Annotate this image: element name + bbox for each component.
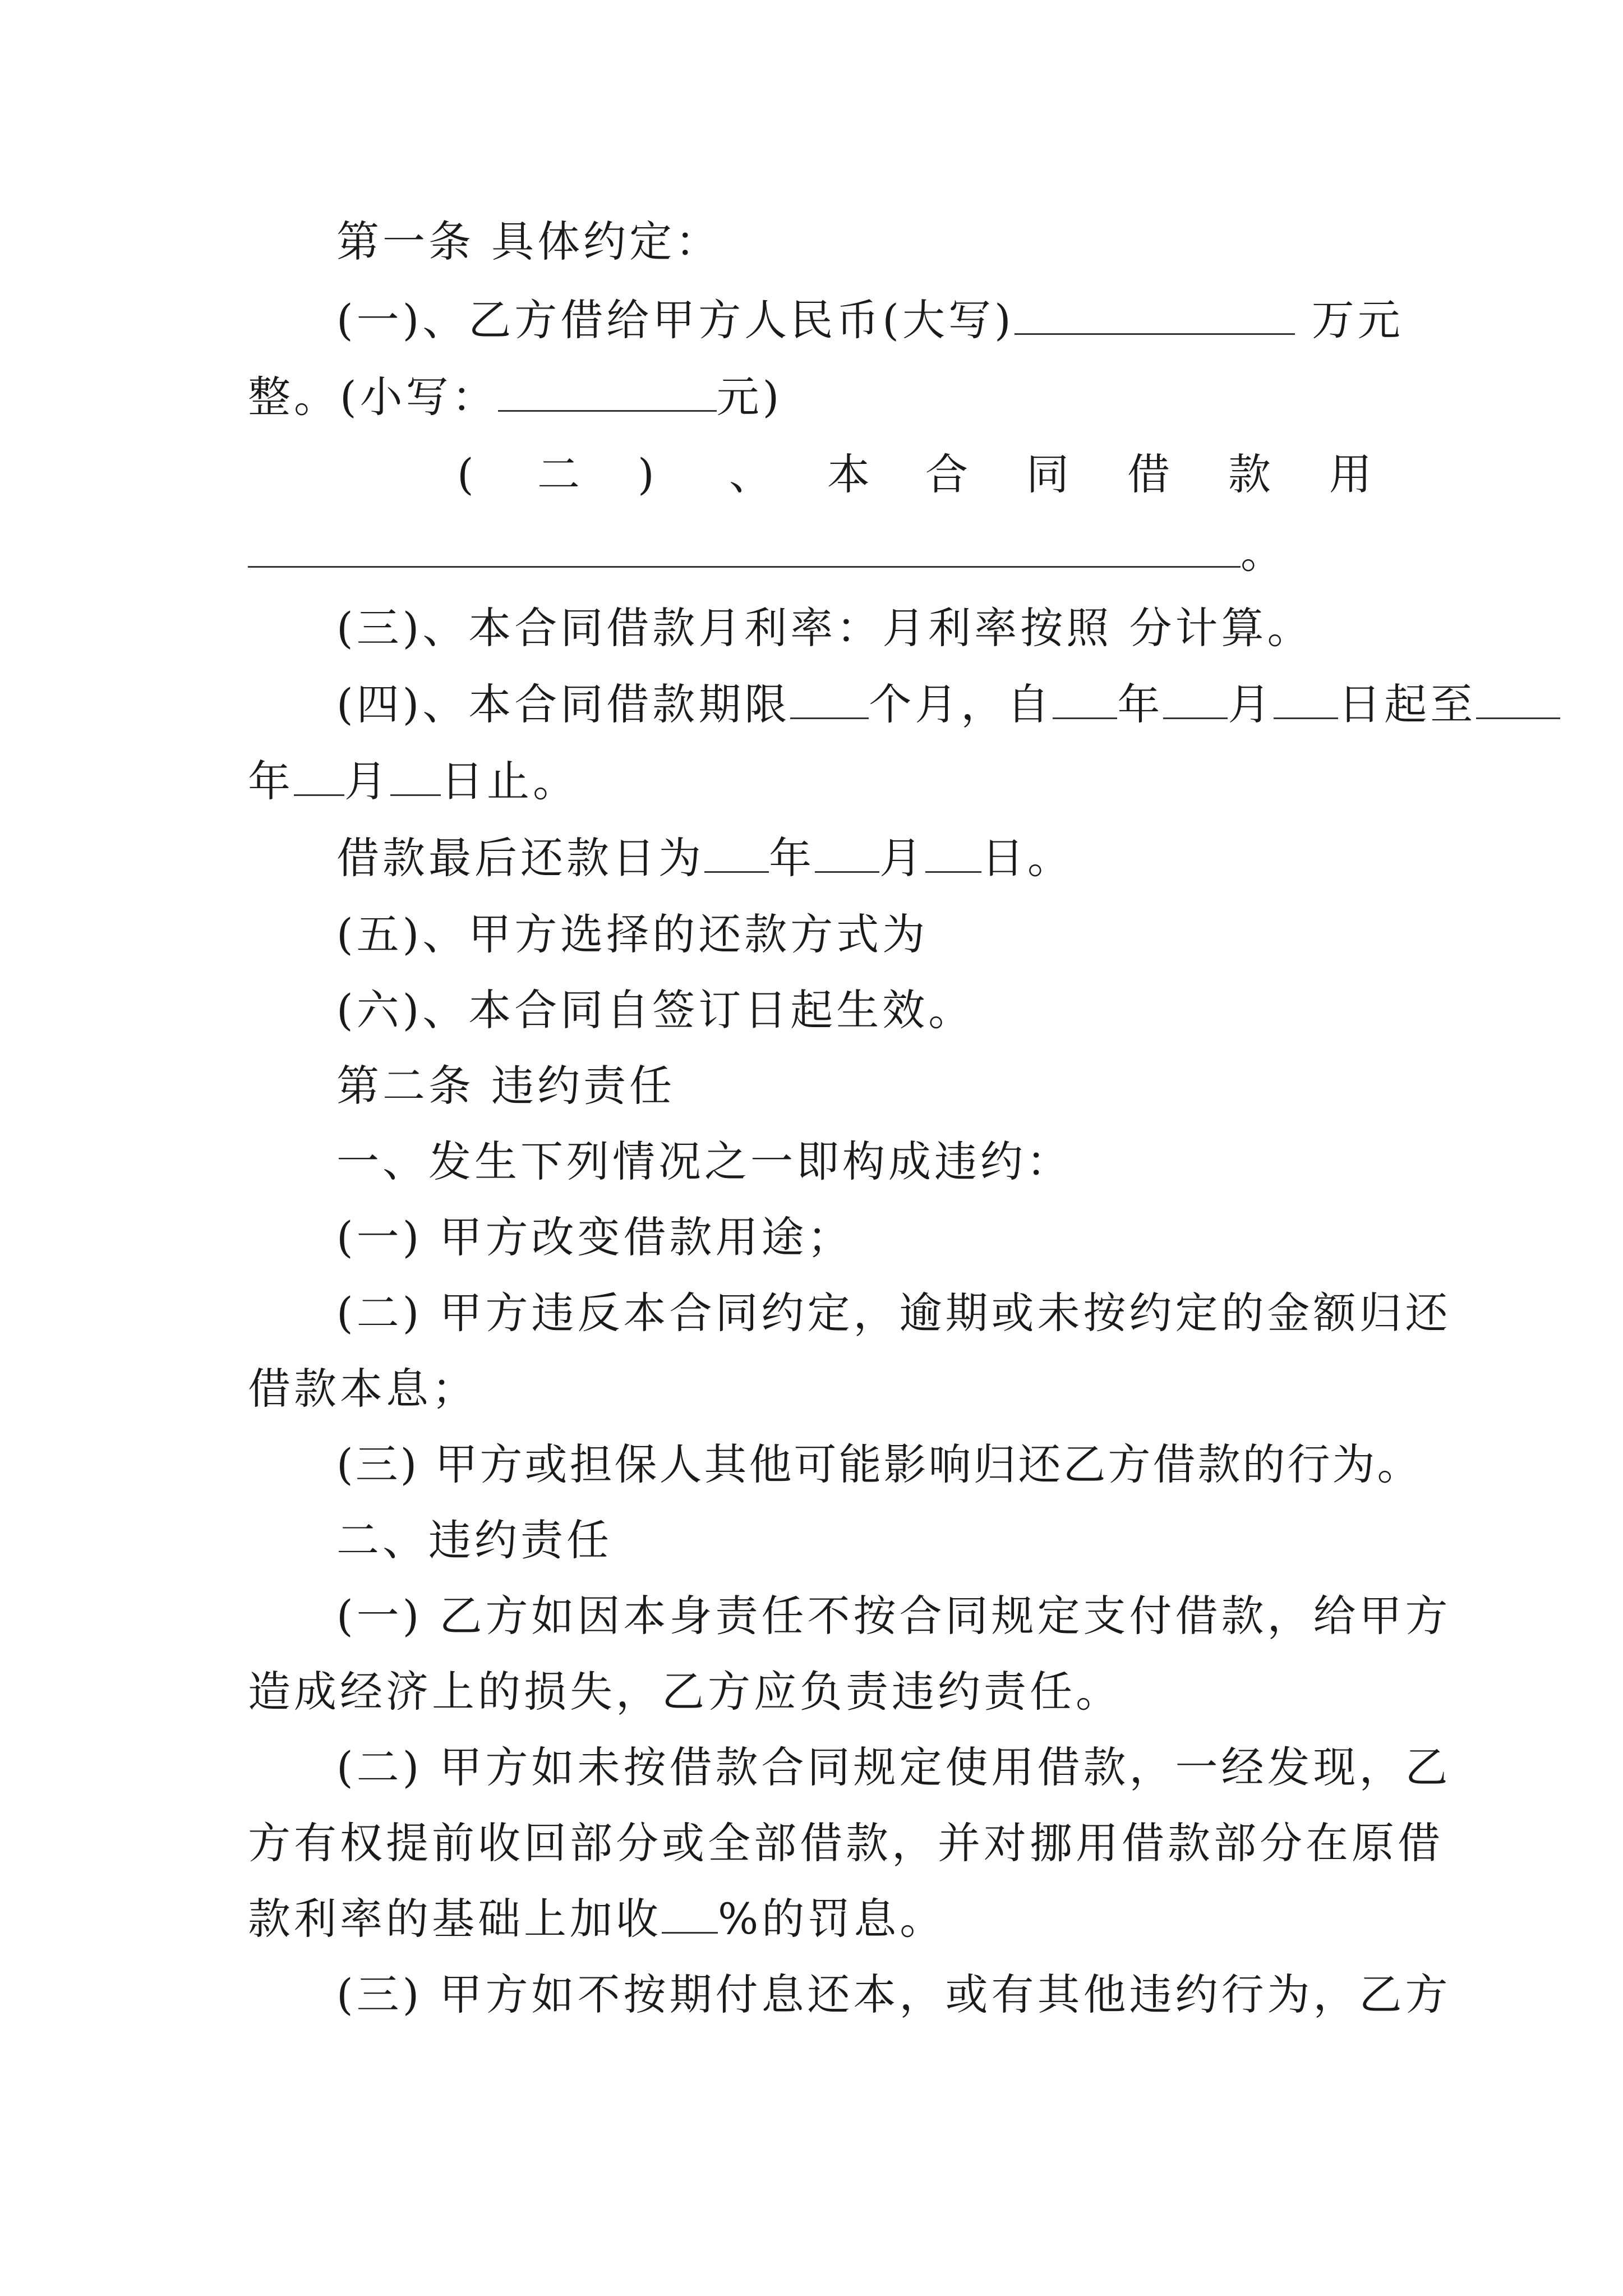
text: 一、发生下列情况之一即构成违约： [336,1137,1072,1186]
blank-field[interactable] [390,761,441,796]
text: 合 [925,449,968,499]
blank-field[interactable] [1015,300,1295,335]
text: 借款本息； [248,1364,478,1414]
clause-2-2-2 [336,1742,1451,1792]
text: 个月，自 [869,679,1053,729]
clause-1-3 [336,603,1313,653]
text: %的罚息。 [718,1894,946,1944]
clause-2-2-2-cont [248,1818,1444,1868]
clause-1-2 [0,449,1623,504]
text: 元) [716,372,783,422]
text: 造成经济上的损失，乙方应负责违约责任。 [248,1667,1122,1717]
clause-1-4-cont [248,756,579,806]
text: (六)、本合同自签订日起生效。 [336,985,975,1035]
clause-1-1 [336,295,1404,345]
text: (一)、乙方借给甲方人民币(大写) [336,295,1015,345]
text: 月 [1228,679,1274,729]
clause-2-1-3 [336,1439,1422,1489]
text: 二 [537,449,580,499]
text: (一) 乙方如因本身责任不按合同规定支付借款，给甲方 [336,1591,1451,1641]
text: 月 [344,756,390,806]
text: 、 [729,449,772,499]
text: 。 [1241,528,1287,578]
blank-field[interactable] [662,1898,718,1934]
text: 同 [1026,449,1069,499]
blank-field[interactable] [248,532,1241,568]
text: (一) 甲方改变借款用途； [336,1212,854,1262]
clause-2-2-2-cont2 [248,1894,946,1944]
text: (三) 甲方如不按期付息还本，或有其他违约行为，乙方 [336,1970,1451,2019]
clause-2-1-2-cont [248,1364,478,1414]
clause-2-1-1 [336,1212,854,1262]
clause-1-5 [336,909,929,959]
section-2-2-heading [336,1515,612,1565]
text: ) [638,449,654,499]
text: 款 [1228,449,1271,499]
section-2-1-heading [336,1137,1072,1186]
text: (二) 甲方违反本合同约定，逾期或未按约定的金额归还 [336,1288,1451,1338]
final-repayment-date [336,833,1073,883]
text: 月 [879,833,925,883]
text: 年 [248,756,294,806]
text: 年 [769,833,815,883]
text: ( [457,449,474,499]
text: 第二条 违约责任 [336,1061,676,1111]
blank-field[interactable] [1053,684,1117,719]
clause-2-2-1 [336,1591,1451,1641]
text: (五)、甲方选择的还款方式为 [336,909,929,959]
blank-field[interactable] [294,761,344,796]
text: 借 [1127,449,1170,499]
blank-field[interactable] [925,838,981,873]
text: 款利率的基础上加收 [248,1894,662,1944]
text: 年 [1117,679,1164,729]
text: (四)、本合同借款期限 [336,679,791,729]
text: (三) 甲方或担保人其他可能影响归还乙方借款的行为。 [336,1439,1422,1489]
blank-field[interactable] [704,838,769,873]
text: 日止。 [441,756,579,806]
clause-1-4 [336,679,1560,729]
text: 日起至 [1338,679,1477,729]
text: 万元 [1294,295,1404,345]
text: (二) 甲方如未按借款合同规定使用借款，一经发现，乙 [336,1742,1451,1792]
text: 本 [827,449,870,499]
clause-2-2-3 [336,1970,1451,2019]
clause-2-1-2 [336,1288,1451,1338]
text: 日。 [981,833,1073,883]
blank-field[interactable] [815,838,879,873]
text: (三)、本合同借款月利率：月利率按照 分计算。 [336,603,1313,653]
text: 第一条 具体约定： [336,217,722,266]
clause-1-1-cont [248,372,783,422]
blank-field[interactable] [1476,684,1560,719]
article-1-heading [336,217,722,266]
text: 方有权提前收回部分或全部借款，并对挪用借款部分在原借 [248,1818,1444,1868]
blank-field[interactable] [498,376,717,412]
article-2-heading [336,1061,676,1111]
text: 借款最后还款日为 [336,833,704,883]
blank-field[interactable] [1274,684,1338,719]
text: 用 [1329,449,1372,499]
clause-1-6 [336,985,975,1035]
clause-2-2-1-cont [248,1667,1122,1717]
text: 整。(小写： [248,372,498,422]
text: 二、违约责任 [336,1515,612,1565]
blank-field[interactable] [790,684,869,719]
blank-field[interactable] [1163,684,1228,719]
clause-1-2-cont [248,528,1287,578]
